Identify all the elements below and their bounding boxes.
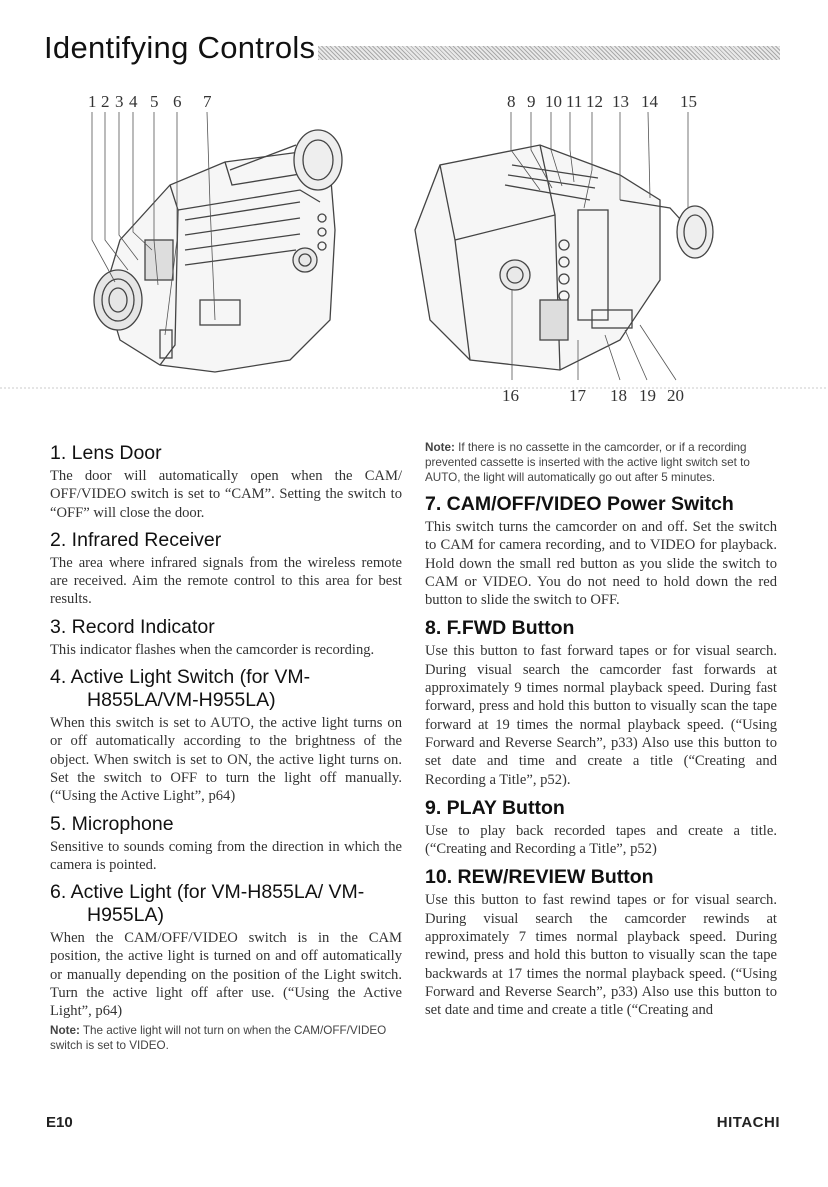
callout-number: 20 bbox=[667, 386, 684, 405]
callout-number: 17 bbox=[569, 386, 586, 405]
callout-number: 18 bbox=[610, 386, 627, 405]
callout-number: 15 bbox=[680, 92, 697, 111]
section-heading: 5. Microphone bbox=[50, 812, 174, 835]
section-body: The door will automatically open when the CAM/ OFF/VIDEO switch is set to “CAM”. Setting the switch to “OFF” will close the door. bbox=[50, 468, 402, 521]
callout-number: 7 bbox=[203, 92, 212, 111]
section-heading: 7. CAM/OFF/VIDEO Power Switch bbox=[425, 493, 734, 515]
section-heading: 6. Active Light (for VM-H855LA/ VM-H955LA) bbox=[50, 881, 365, 927]
callout-number: 14 bbox=[641, 92, 658, 111]
section-heading: 10. REW/REVIEW Button bbox=[425, 866, 654, 889]
callouts-bottom bbox=[0, 386, 828, 406]
page-title: Identifying Controls bbox=[44, 30, 316, 65]
section-body: Sensitive to sounds coming from the direction in which the camera is pointed. bbox=[50, 838, 402, 873]
note-text: The active light will not turn on when the CAM/OFF/VIDEO switch is set to VIDEO. bbox=[50, 1023, 387, 1052]
callout-number: 1 bbox=[88, 92, 97, 111]
section-body: This indicator flashes when the camcorder is recording. bbox=[50, 641, 375, 658]
left-column bbox=[50, 435, 402, 1053]
page-number: E10 bbox=[46, 1114, 73, 1131]
section-heading: 8. F.FWD Button bbox=[425, 617, 575, 640]
camcorder-diagram bbox=[0, 90, 828, 400]
note-label: Note: bbox=[50, 1023, 80, 1037]
callout-number: 8 bbox=[507, 92, 516, 111]
brand-name: HITACHI bbox=[716, 1114, 780, 1131]
section-body: The area where infrared signals from the wireless remote are received. Aim the remote control to this area for best results. bbox=[50, 554, 402, 608]
callout-number: 13 bbox=[612, 92, 629, 111]
callout-number: 5 bbox=[150, 92, 159, 111]
callout-number: 10 bbox=[545, 92, 562, 111]
section-body: Use this button to fast rewind tapes or for visual search. During visual search the camcorder rewinds at approximately 7 times normal playback speed. During rewind, press and hold this button to visually scan the tape backwards at 17 times the normal playback speed. (“Using Forward and Reverse Search”, p33) Also use this button to set date and time and create a title (“Creating and bbox=[425, 892, 777, 1019]
section-heading: 1. Lens Door bbox=[50, 442, 162, 464]
callout-number: 3 bbox=[115, 92, 124, 111]
note-text: If there is no cassette in the camcorder, or if a recording prevented cassette is inserted with the active light switch set to AUTO, the light will automatically go out after 5 minutes. bbox=[425, 441, 750, 484]
right-column bbox=[425, 440, 777, 1020]
note bbox=[425, 440, 777, 485]
callout-number: 4 bbox=[129, 92, 138, 111]
section-body: Use this button to fast forward tapes or for visual search. During visual search the camcorder fast forwards at approximately 9 times normal playback speed. During fast forward, press and hold this button to visually scan the tape forward at 19 times the normal playback speed. (“Using Forward and Reverse Search”, p33) Also use this button to set date and time and create a title (“Creating and Recording a Title”, p52). bbox=[425, 643, 777, 788]
callout-number: 6 bbox=[173, 92, 182, 111]
callout-number: 19 bbox=[639, 386, 656, 405]
callout-number: 16 bbox=[502, 386, 519, 405]
section-body: Use to play back recorded tapes and create a title. (“Creating and Recording a Title”, p52) bbox=[425, 822, 777, 858]
title-rule bbox=[318, 46, 780, 60]
callout-number: 2 bbox=[101, 92, 110, 111]
section-heading: 9. PLAY Button bbox=[425, 796, 565, 819]
section-body: When the CAM/OFF/VIDEO switch is in the CAM position, the active light is turned on and off automatically or manually depending on the position of the Light switch. Turn the active light off after use. (“Using the Active Light”, p64) bbox=[50, 930, 402, 1020]
callout-number: 9 bbox=[527, 92, 536, 111]
callout-number: 12 bbox=[586, 92, 603, 111]
section-heading: 3. Record Indicator bbox=[50, 615, 215, 638]
note bbox=[50, 1023, 402, 1053]
section-heading: 4. Active Light Switch (for VM-H855LA/VM-H955LA) bbox=[50, 666, 311, 712]
note-label: Note: bbox=[425, 441, 455, 454]
callout-number: 11 bbox=[566, 92, 583, 111]
section-body: This switch turns the camcorder on and off. Set the switch to CAM for camera recording, and to VIDEO for playback. Hold down the small red button as you slide the switch to CAM or VIDEO. You do not need to hold down the red button to slide the switch to OFF. bbox=[425, 519, 777, 609]
section-body: When this switch is set to AUTO, the active light turns on or off automatically according to the brightness of the object. When switch is set to ON, the active light turns on. Set the switch to OFF to turn the light off manually. (“Using the Active Light”, p64) bbox=[50, 715, 402, 805]
section-heading: 2. Infrared Receiver bbox=[50, 528, 222, 551]
